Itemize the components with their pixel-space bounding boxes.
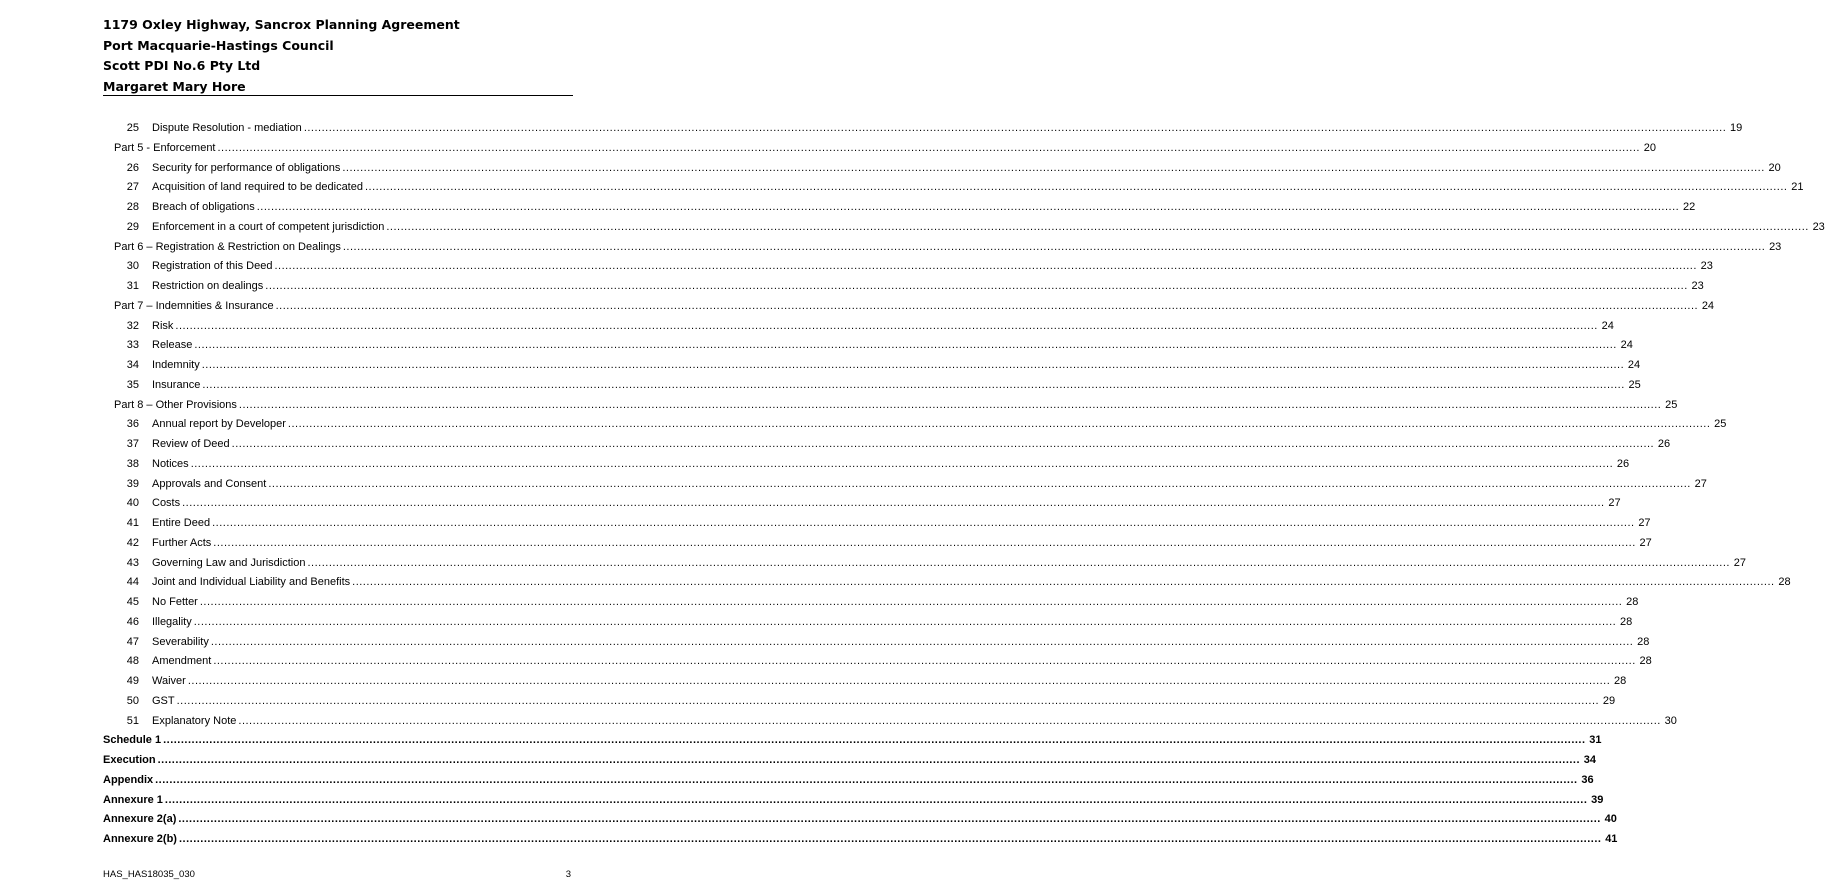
toc-entry-page: 20: [1768, 161, 1781, 174]
table-of-contents: [103, 119, 1825, 850]
toc-entry-page: 27: [1608, 497, 1621, 510]
toc-entry-page: 28: [1637, 635, 1650, 648]
toc-entry-title: Part 6 – Registration & Restriction on Dealings: [114, 240, 341, 253]
toc-entry[interactable]: [103, 810, 1617, 830]
toc-entry[interactable]: [103, 297, 1715, 317]
toc-entry[interactable]: [103, 494, 1621, 514]
toc-entry[interactable]: [103, 218, 1825, 238]
toc-entry-title: Review of Deed: [152, 438, 230, 450]
dot-leader: ................................................................................................................................................................................................................................................................................................................................................................................................................: [178, 813, 1601, 826]
dot-leader: ................................................................................................................................................................................................................................................................................................................................................................................................................: [342, 240, 1766, 253]
toc-entry-title: Explanatory Note: [152, 714, 237, 727]
toc-entry-title: Indemnity: [152, 359, 200, 371]
toc-entry-page: 20: [1643, 141, 1656, 154]
toc-entry-page: 27: [1638, 517, 1651, 529]
toc-entry-page: 24: [1601, 319, 1614, 332]
toc-entry-title: Costs: [152, 497, 181, 510]
toc-entry-title: Breach of obligations: [152, 201, 255, 213]
toc-entry[interactable]: [103, 593, 1639, 613]
dot-leader: ................................................................................................................................................................................................................................................................................................................................................................................................................: [193, 615, 1617, 628]
header-party-council: Port Macquarie-Hastings Council: [103, 37, 334, 53]
toc-entry-number: 47: [126, 635, 139, 648]
toc-entry-title: Restriction on dealings: [152, 280, 264, 292]
toc-entry[interactable]: [103, 613, 1633, 633]
toc-entry-page: 27: [1639, 536, 1652, 549]
toc-entry-page: 23: [1691, 280, 1704, 292]
toc-entry-page: 23: [1700, 260, 1713, 273]
dot-leader: ................................................................................................................................................................................................................................................................................................................................................................................................................: [364, 181, 1788, 194]
toc-entry-page: 24: [1620, 339, 1633, 352]
toc-entry[interactable]: [103, 652, 1652, 672]
toc-entry-page: 22: [1682, 201, 1696, 213]
dot-leader: ................................................................................................................................................................................................................................................................................................................................................................................................................: [157, 754, 1581, 766]
toc-entry[interactable]: [103, 731, 1602, 751]
toc-entry[interactable]: [103, 554, 1746, 574]
dot-leader: ................................................................................................................................................................................................................................................................................................................................................................................................................: [176, 694, 1600, 707]
dot-leader: ................................................................................................................................................................................................................................................................................................................................................................................................................: [307, 556, 1730, 569]
toc-entry-title: Appendix: [103, 773, 154, 786]
toc-entry-number: 28: [126, 201, 139, 213]
page-footer: [103, 869, 571, 880]
toc-entry-page: 25: [1714, 418, 1727, 431]
toc-entry-page: 26: [1616, 457, 1630, 470]
dot-leader: ................................................................................................................................................................................................................................................................................................................................................................................................................: [274, 260, 1697, 273]
toc-entry[interactable]: [103, 771, 1594, 791]
toc-entry[interactable]: [103, 356, 1641, 376]
toc-entry-title: Release: [152, 339, 193, 352]
toc-entry[interactable]: [103, 791, 1604, 811]
toc-entry-title: Waiver: [152, 675, 186, 687]
document-reference: HAS_HAS18035_030: [103, 869, 195, 880]
dot-leader: ................................................................................................................................................................................................................................................................................................................................................................................................................: [155, 773, 1578, 786]
dot-leader: ................................................................................................................................................................................................................................................................................................................................................................................................................: [213, 536, 1636, 549]
dot-leader: ................................................................................................................................................................................................................................................................................................................................................................................................................: [231, 438, 1655, 450]
toc-entry-title: Approvals and Consent: [152, 477, 267, 490]
toc-entry[interactable]: [103, 830, 1618, 850]
header-party-landowner: Margaret Mary Hore: [103, 78, 246, 94]
toc-entry[interactable]: [103, 475, 1707, 495]
toc-entry-title: Part 7 – Indemnities & Insurance: [114, 299, 274, 312]
toc-entry-number: 40: [126, 497, 139, 510]
document-header: [103, 15, 573, 97]
toc-entry-title: Annexure 1: [103, 793, 163, 806]
dot-leader: ................................................................................................................................................................................................................................................................................................................................................................................................................: [213, 655, 1636, 668]
dot-leader: ................................................................................................................................................................................................................................................................................................................................................................................................................: [187, 675, 1611, 687]
toc-entry-page: 27: [1694, 477, 1707, 490]
toc-entry-title: GST: [152, 694, 175, 707]
toc-entry-title: Joint and Individual Liability and Benefits: [152, 576, 351, 589]
toc-entry[interactable]: [103, 672, 1627, 692]
toc-entry[interactable]: [103, 455, 1630, 475]
toc-entry[interactable]: [103, 198, 1696, 218]
toc-entry-page: 28: [1639, 655, 1652, 668]
toc-entry-page: 28: [1778, 576, 1791, 589]
toc-entry-number: 42: [126, 536, 139, 549]
toc-entry[interactable]: [103, 336, 1633, 356]
toc-entry-number: 27: [126, 181, 139, 194]
toc-entry-page: 24: [1701, 299, 1715, 312]
dot-leader: ................................................................................................................................................................................................................................................................................................................................................................................................................: [210, 635, 1634, 648]
dot-leader: ................................................................................................................................................................................................................................................................................................................................................................................................................: [190, 457, 1614, 470]
toc-entry-number: 48: [126, 655, 139, 668]
toc-entry-page: 19: [1730, 122, 1743, 134]
toc-entry-title: Dispute Resolution - mediation: [152, 122, 302, 134]
toc-entry-title: Acquisition of land required to be dedicated: [152, 181, 363, 194]
toc-entry-number: 37: [126, 438, 139, 450]
toc-entry-number: 32: [126, 319, 139, 332]
toc-entry-page: 34: [1583, 754, 1597, 766]
toc-entry-number: 46: [126, 615, 139, 628]
toc-entry-title: Part 8 – Other Provisions: [114, 398, 237, 411]
toc-entry-title: Part 5 - Enforcement: [114, 141, 216, 154]
toc-entry-page: 29: [1602, 694, 1616, 707]
toc-entry[interactable]: [103, 376, 1641, 396]
toc-entry-number: 29: [126, 220, 139, 233]
toc-entry-page: 31: [1589, 734, 1602, 747]
dot-leader: ................................................................................................................................................................................................................................................................................................................................................................................................................: [287, 418, 1711, 431]
toc-entry[interactable]: [103, 633, 1650, 653]
toc-entry[interactable]: [103, 257, 1713, 277]
toc-entry-number: 38: [126, 457, 139, 470]
dot-leader: ................................................................................................................................................................................................................................................................................................................................................................................................................: [201, 359, 1625, 371]
dot-leader: ................................................................................................................................................................................................................................................................................................................................................................................................................: [217, 141, 1640, 154]
page-number: 3: [565, 869, 571, 880]
dot-leader: ................................................................................................................................................................................................................................................................................................................................................................................................................: [238, 398, 1662, 411]
toc-entry[interactable]: [103, 712, 1677, 732]
toc-entry-title: Execution: [103, 754, 156, 766]
toc-entry[interactable]: [103, 317, 1614, 337]
toc-entry-title: Severability: [152, 635, 209, 648]
toc-entry-title: Schedule 1: [103, 734, 162, 747]
toc-entry-title: Risk: [152, 319, 174, 332]
toc-entry-number: 50: [126, 694, 139, 707]
header-party-developer: Scott PDI No.6 Pty Ltd: [103, 58, 261, 73]
dot-leader: ................................................................................................................................................................................................................................................................................................................................................................................................................: [256, 201, 1680, 213]
toc-entry-number: 49: [126, 675, 139, 687]
toc-entry-page: 23: [1812, 220, 1825, 233]
toc-entry-title: Registration of this Deed: [152, 260, 273, 273]
toc-entry[interactable]: [103, 277, 1704, 297]
toc-entry-number: 34: [126, 359, 139, 371]
toc-entry-page: 41: [1605, 833, 1618, 845]
toc-entry-page: 28: [1614, 675, 1627, 687]
toc-entry-title: Annexure 2(b): [103, 833, 177, 845]
toc-entry[interactable]: [103, 178, 1804, 198]
toc-entry-number: 41: [126, 517, 139, 529]
toc-entry-title: Insurance: [152, 378, 201, 391]
toc-entry-page: 25: [1628, 378, 1641, 391]
dot-leader: ................................................................................................................................................................................................................................................................................................................................................................................................................: [352, 576, 1775, 589]
toc-entry-number: 31: [126, 280, 139, 292]
toc-entry[interactable]: [103, 435, 1671, 455]
dot-leader: ................................................................................................................................................................................................................................................................................................................................................................................................................: [268, 477, 1691, 490]
toc-entry-title: Annexure 2(a): [103, 813, 177, 826]
toc-entry[interactable]: [103, 534, 1652, 554]
toc-entry-number: 26: [126, 161, 139, 174]
toc-entry-number: 44: [126, 576, 139, 589]
dot-leader: ................................................................................................................................................................................................................................................................................................................................................................................................................: [265, 280, 1688, 292]
toc-entry[interactable]: [103, 514, 1651, 534]
header-title: 1179 Oxley Highway, Sancrox Planning Agreement: [103, 17, 460, 32]
toc-entry-page: 26: [1657, 438, 1671, 450]
toc-entry-title: Further Acts: [152, 536, 212, 549]
toc-entry-number: 30: [126, 260, 139, 273]
dot-leader: ................................................................................................................................................................................................................................................................................................................................................................................................................: [164, 793, 1588, 806]
toc-entry[interactable]: [103, 692, 1616, 712]
toc-entry[interactable]: [103, 751, 1597, 771]
dot-leader: ................................................................................................................................................................................................................................................................................................................................................................................................................: [178, 833, 1602, 845]
dot-leader: ................................................................................................................................................................................................................................................................................................................................................................................................................: [163, 734, 1586, 747]
toc-entry-number: 43: [126, 556, 139, 569]
dot-leader: ................................................................................................................................................................................................................................................................................................................................................................................................................: [175, 319, 1598, 332]
toc-entry-page: 39: [1591, 793, 1604, 806]
dot-leader: ................................................................................................................................................................................................................................................................................................................................................................................................................: [275, 299, 1699, 312]
toc-entry-number: 51: [126, 714, 139, 727]
toc-entry[interactable]: [103, 119, 1743, 139]
dot-leader: ................................................................................................................................................................................................................................................................................................................................................................................................................: [182, 497, 1605, 510]
toc-entry-number: 25: [126, 122, 139, 134]
toc-entry[interactable]: [103, 415, 1727, 435]
toc-entry-title: Governing Law and Jurisdiction: [152, 556, 306, 569]
toc-entry-page: 24: [1627, 359, 1641, 371]
dot-leader: ................................................................................................................................................................................................................................................................................................................................................................................................................: [386, 220, 1809, 233]
toc-entry-number: 45: [126, 596, 139, 608]
toc-entry-number: 39: [126, 477, 139, 490]
toc-entry-title: Entire Deed: [152, 517, 211, 529]
toc-entry-number: 33: [126, 339, 139, 352]
toc-entry-page: 36: [1581, 773, 1594, 786]
toc-entry-page: 27: [1733, 556, 1746, 569]
toc-entry-page: 28: [1619, 615, 1633, 628]
toc-entry-page: 40: [1604, 813, 1617, 826]
toc-entry-page: 23: [1769, 240, 1782, 253]
toc-entry-title: Enforcement in a court of competent jurisdiction: [152, 220, 385, 233]
toc-entry-title: Amendment: [152, 655, 212, 668]
dot-leader: ................................................................................................................................................................................................................................................................................................................................................................................................................: [202, 378, 1625, 391]
toc-entry[interactable]: [103, 139, 1656, 159]
toc-entry[interactable]: [103, 396, 1678, 416]
toc-entry-title: No Fetter: [152, 596, 198, 608]
header-divider: [103, 95, 573, 96]
toc-entry-page: 30: [1664, 714, 1677, 727]
dot-leader: ................................................................................................................................................................................................................................................................................................................................................................................................................: [194, 339, 1617, 352]
toc-entry-title: Illegality: [152, 615, 192, 628]
toc-entry-title: Annual report by Developer: [152, 418, 286, 431]
toc-entry[interactable]: [103, 238, 1782, 258]
toc-entry-page: 25: [1665, 398, 1678, 411]
toc-entry-title: Security for performance of obligations: [152, 161, 341, 174]
toc-entry[interactable]: [103, 159, 1781, 179]
toc-entry-number: 35: [126, 378, 139, 391]
dot-leader: ................................................................................................................................................................................................................................................................................................................................................................................................................: [303, 122, 1727, 134]
dot-leader: ................................................................................................................................................................................................................................................................................................................................................................................................................: [238, 714, 1661, 727]
toc-entry-number: 36: [126, 418, 139, 431]
toc-entry-page: 28: [1626, 596, 1639, 608]
dot-leader: ................................................................................................................................................................................................................................................................................................................................................................................................................: [212, 517, 1635, 529]
dot-leader: ................................................................................................................................................................................................................................................................................................................................................................................................................: [342, 161, 1765, 174]
dot-leader: ................................................................................................................................................................................................................................................................................................................................................................................................................: [199, 596, 1623, 608]
toc-entry[interactable]: [103, 573, 1791, 593]
toc-entry-page: 21: [1791, 181, 1804, 194]
toc-entry-title: Notices: [152, 457, 189, 470]
